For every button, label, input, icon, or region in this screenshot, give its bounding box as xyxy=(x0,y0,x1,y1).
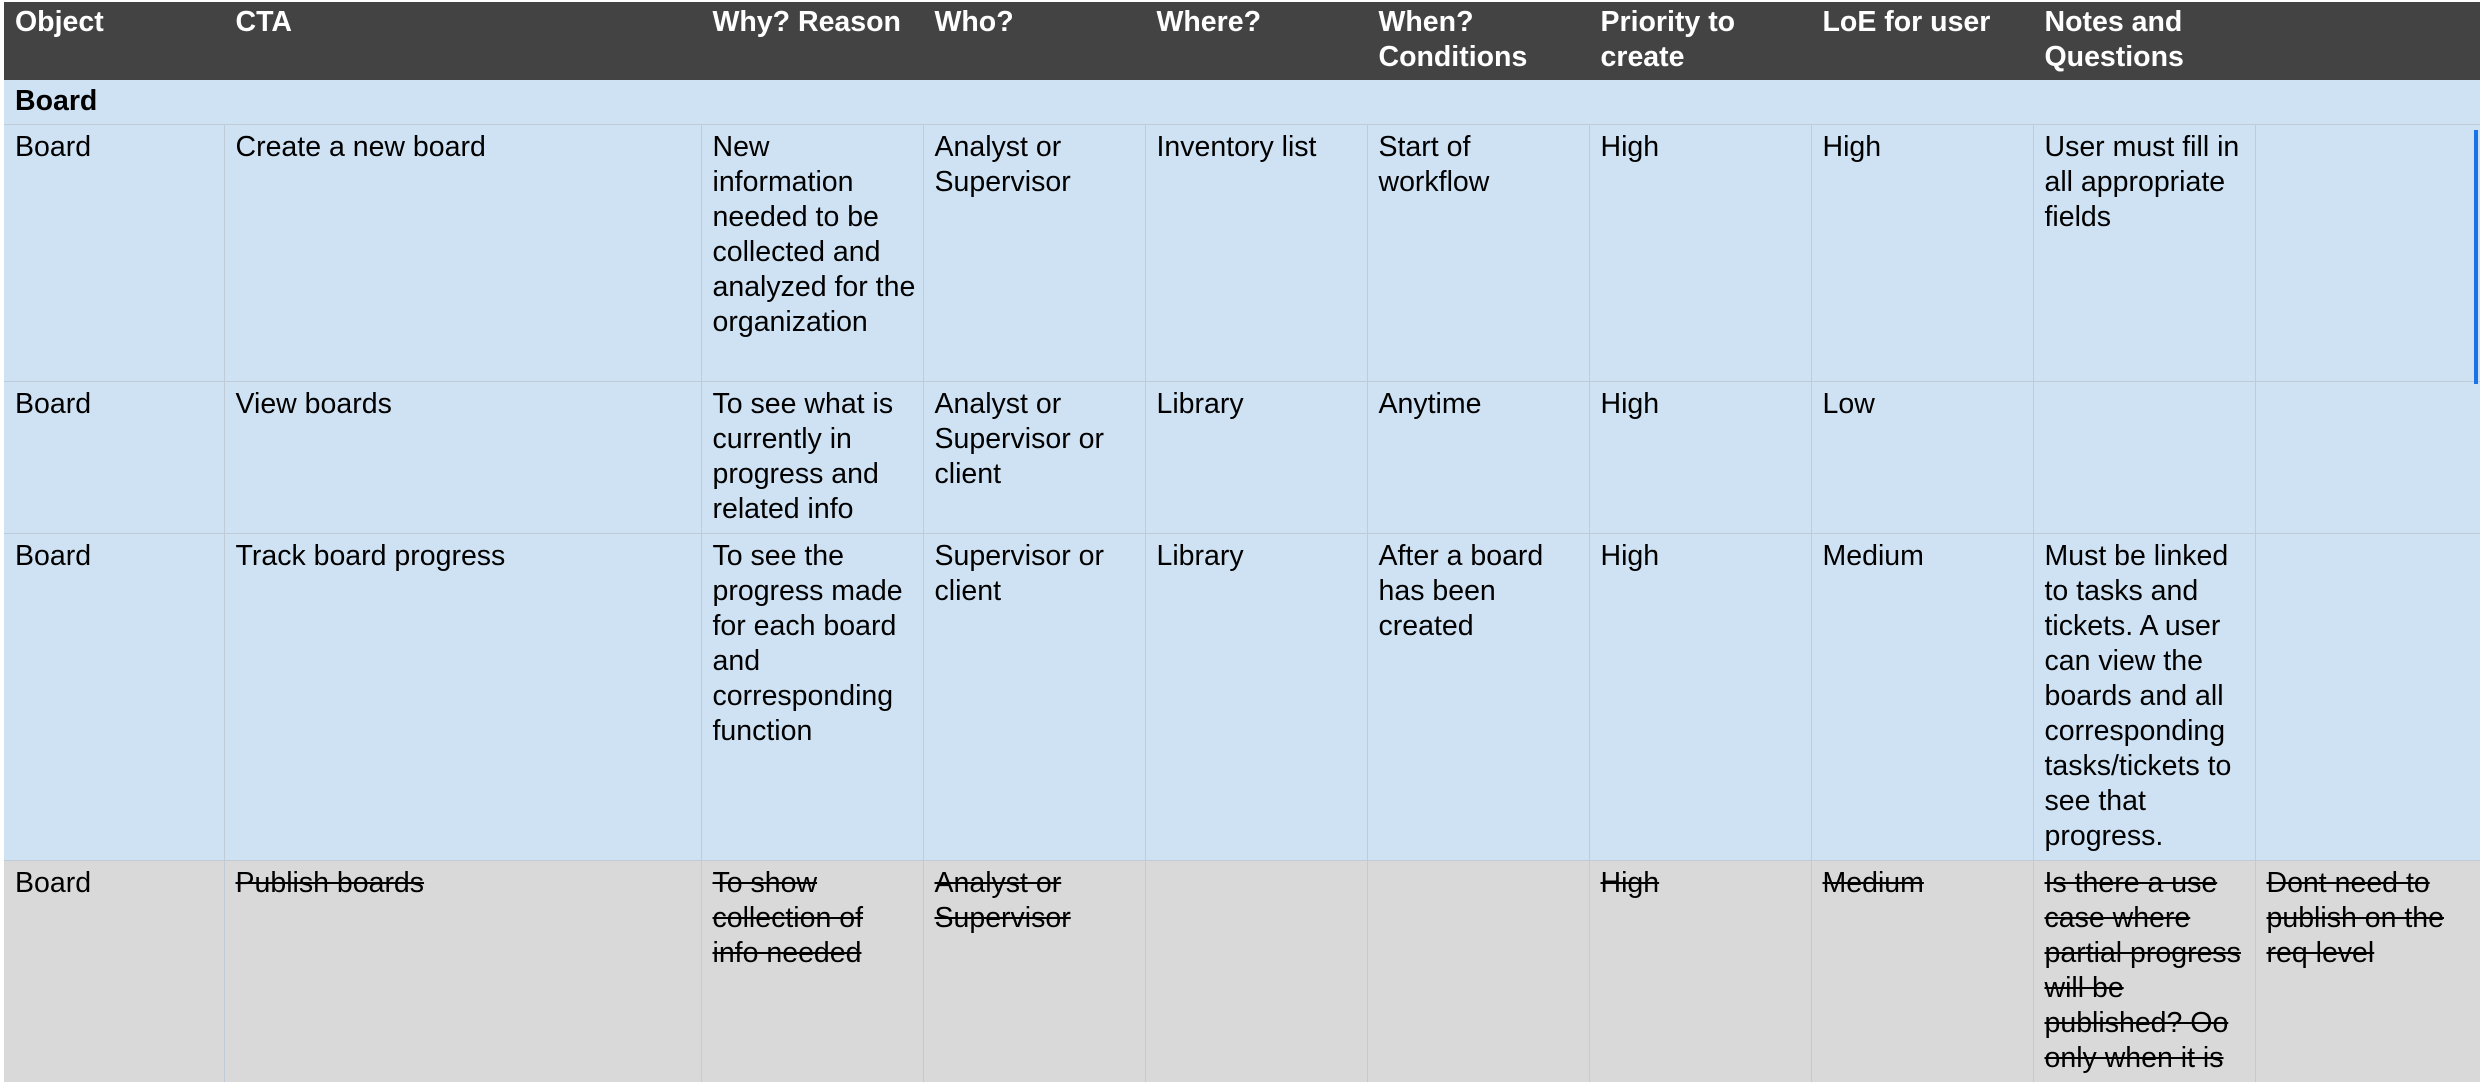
section-empty-cell[interactable] xyxy=(224,80,701,125)
cell-when[interactable]: Anytime xyxy=(1367,382,1589,534)
section-empty-cell[interactable] xyxy=(2033,80,2255,125)
cell-when[interactable] xyxy=(1367,861,1589,1082)
section-empty-cell[interactable] xyxy=(923,80,1145,125)
cell-why[interactable]: New information needed to be collected and analyzed for the organization xyxy=(701,125,923,382)
cell-who[interactable]: Analyst or Supervisor xyxy=(923,125,1145,382)
cell-cta[interactable]: Publish boards xyxy=(224,861,701,1082)
cell-cta[interactable]: View boards xyxy=(224,382,701,534)
column-header-notes[interactable]: Notes and Questions xyxy=(2033,1,2255,80)
cell-object[interactable]: Board xyxy=(2,382,224,534)
table-row xyxy=(2,861,2480,1082)
header-row xyxy=(2,1,2480,80)
column-header-why[interactable]: Why? Reason xyxy=(701,1,923,80)
cell-notes[interactable] xyxy=(2033,382,2255,534)
section-empty-cell[interactable] xyxy=(1367,80,1589,125)
cell-where[interactable]: Library xyxy=(1145,534,1367,861)
cell-extra[interactable] xyxy=(2255,382,2480,534)
table-row xyxy=(2,382,2480,534)
cell-when[interactable]: After a board has been created xyxy=(1367,534,1589,861)
cell-who[interactable]: Supervisor or client xyxy=(923,534,1145,861)
cell-loe[interactable]: High xyxy=(1811,125,2033,382)
column-header-who[interactable]: Who? xyxy=(923,1,1145,80)
cell-why[interactable]: To show collection of info needed xyxy=(701,861,923,1082)
table-row xyxy=(2,534,2480,861)
cell-selection-border xyxy=(2474,130,2478,384)
cell-object[interactable]: Board xyxy=(2,861,224,1082)
column-header-cta[interactable]: CTA xyxy=(224,1,701,80)
cell-notes[interactable]: Must be linked to tasks and tickets. A user can view the boards and all corresponding tasks/tickets to see that progress. xyxy=(2033,534,2255,861)
cell-priority[interactable]: High xyxy=(1589,534,1811,861)
cell-priority[interactable]: High xyxy=(1589,861,1811,1082)
cell-loe[interactable]: Low xyxy=(1811,382,2033,534)
section-empty-cell[interactable] xyxy=(701,80,923,125)
section-title-cell[interactable]: Board xyxy=(2,80,224,125)
section-empty-cell[interactable] xyxy=(1589,80,1811,125)
cell-why[interactable]: To see what is currently in progress and related info xyxy=(701,382,923,534)
cell-where[interactable] xyxy=(1145,861,1367,1082)
table-row xyxy=(2,125,2480,382)
column-header-extra[interactable] xyxy=(2255,1,2480,80)
section-empty-cell[interactable] xyxy=(1145,80,1367,125)
cell-when[interactable]: Start of workflow xyxy=(1367,125,1589,382)
cell-priority[interactable]: High xyxy=(1589,125,1811,382)
section-empty-cell[interactable] xyxy=(2255,80,2480,125)
cell-cta[interactable]: Create a new board xyxy=(224,125,701,382)
section-empty-cell[interactable] xyxy=(1811,80,2033,125)
cell-who[interactable]: Analyst or Supervisor or client xyxy=(923,382,1145,534)
cell-cta[interactable]: Track board progress xyxy=(224,534,701,861)
cell-why[interactable]: To see the progress made for each board and corresponding function xyxy=(701,534,923,861)
column-header-priority[interactable]: Priority to create xyxy=(1589,1,1811,80)
cell-extra[interactable]: Dont need to publish on the req level xyxy=(2255,861,2480,1082)
cell-extra[interactable] xyxy=(2255,125,2480,382)
cell-notes[interactable]: User must fill in all appropriate fields xyxy=(2033,125,2255,382)
cell-loe[interactable]: Medium xyxy=(1811,534,2033,861)
column-header-when[interactable]: When? Conditions xyxy=(1367,1,1589,80)
cell-object[interactable]: Board xyxy=(2,125,224,382)
column-header-object[interactable]: Object xyxy=(2,1,224,80)
cell-notes[interactable]: Is there a use case where partial progress will be published? Oo only when it is xyxy=(2033,861,2255,1082)
cell-extra[interactable] xyxy=(2255,534,2480,861)
column-header-where[interactable]: Where? xyxy=(1145,1,1367,80)
cell-where[interactable]: Library xyxy=(1145,382,1367,534)
cell-object[interactable]: Board xyxy=(2,534,224,861)
cell-who[interactable]: Analyst or Supervisor xyxy=(923,861,1145,1082)
cell-priority[interactable]: High xyxy=(1589,382,1811,534)
cell-where[interactable]: Inventory list xyxy=(1145,125,1367,382)
cell-loe[interactable]: Medium xyxy=(1811,861,2033,1082)
column-header-loe[interactable]: LoE for user xyxy=(1811,1,2033,80)
section-row xyxy=(2,80,2480,125)
